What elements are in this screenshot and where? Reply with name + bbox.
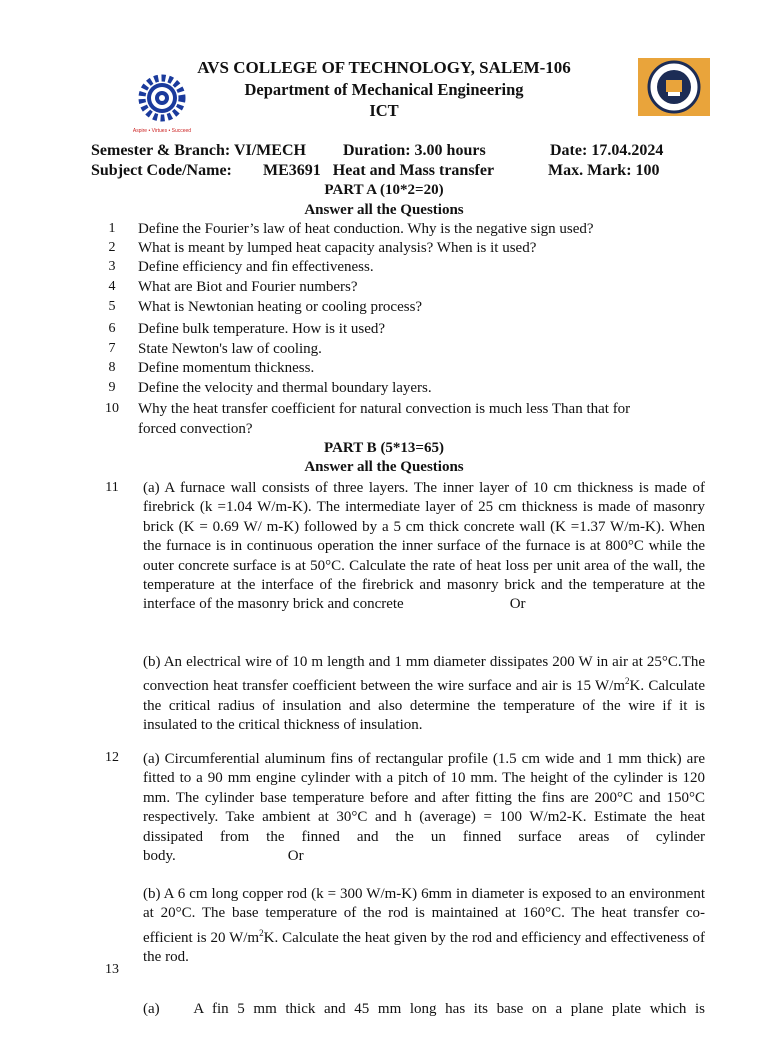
question-11a-text: (a) A furnace wall consists of three layers. The inner layer of 10 cm thickness is made of firebrick (k =1.04 W/m-K). The intermediate layer of 25 cm thickness is made of masonry brick (K = 0.69 W/ m-K) followed by a 5 cm thick concrete wall (K =1.37 W/m-K). When the furnace is in continuous operation the inner surface of the furnace is at 800°C while the outer concrete surface is at 50°C. Calculate the rate of heat loss per unit area of the wall, the temperature at the interface of the firebrick and masonry brick and the temperature at the interface of the masonry brick and concrete xyxy=(143,480,705,613)
question-number: 9 xyxy=(108,380,116,395)
question-number: 4 xyxy=(108,279,116,294)
question-12a-text: (a) Circumferential aluminum fins of rectangular profile (1.5 cm wide and 1 mm thick) are fitted to a 90 mm engine cylinder with a pitch of 10 mm. The height of the cylinder is 120 mm. The cylinder base temperature before and after fitting the fins are 200°C and 150°C respectively. Take ambient at 30°C and h (average) = 100 W/m2-K. Estimate the heat dissipated from the finned and the un finned surface areas of cylinder body. xyxy=(143,751,705,865)
or-label: Or xyxy=(287,848,304,865)
question-text: Define momentum thickness. xyxy=(138,360,315,376)
part-a-title: PART A (10*2=20) xyxy=(324,182,444,198)
question-text: Define bulk temperature. How is it used? xyxy=(138,321,386,337)
question-number: 7 xyxy=(108,341,116,356)
or-label: Or xyxy=(509,596,526,613)
exam-date: Date: 17.04.2024 xyxy=(550,142,664,159)
subject-label: Subject Code/Name: xyxy=(91,162,232,179)
question-number: 5 xyxy=(108,299,116,314)
superscript: 2 xyxy=(259,927,264,938)
question-number: 8 xyxy=(108,360,116,375)
question-text: What is meant by lumped heat capacity analysis? When is it used? xyxy=(138,240,537,256)
subject-code-name: ME3691 Heat and Mass transfer xyxy=(263,162,495,179)
duration: Duration: 3.00 hours xyxy=(343,142,486,159)
question-text-continued: forced convection? xyxy=(138,421,253,437)
exam-name: ICT xyxy=(369,101,399,120)
question-text: What is Newtonian heating or cooling process? xyxy=(138,299,423,315)
question-number: 6 xyxy=(108,321,116,336)
question-text: State Newton's law of cooling. xyxy=(138,341,322,357)
question-12b xyxy=(143,885,705,968)
question-number: 1 xyxy=(108,221,116,236)
question-11a xyxy=(143,479,705,615)
department-name: Department of Mechanical Engineering xyxy=(244,80,524,99)
superscript: 2 xyxy=(625,676,630,687)
question-text: What are Biot and Fourier numbers? xyxy=(138,279,358,295)
question-12b-text: (b) A 6 cm long copper rod (k = 300 W/m-K) 6mm in diameter is exposed to an environment at 20°C. The base temperature of the rod is maintained at 160°C. The heat transfer co-efficient is 20 W/m xyxy=(143,886,705,946)
logo-motto: Aspire • Virtues • Succeed xyxy=(132,128,192,134)
question-text: Define the Fourier’s law of heat conduction. Why is the negative sign used? xyxy=(138,221,594,237)
question-13a-text: (a) A fin 5 mm thick and 45 mm long has its base on a plane plate which is xyxy=(143,1000,705,1017)
question-11b-text-end: K. Calculate the critical radius of insulation and also determine the temperature of the wire if it is insulated to the critical thickness of insulation. xyxy=(143,678,705,734)
question-number: 3 xyxy=(108,259,116,274)
question-number: 2 xyxy=(108,240,116,255)
question-12b-text-end: K. Calculate the heat given by the rod and efficiency and effectiveness of the rod. xyxy=(143,929,706,966)
question-text: Define efficiency and fin effectiveness. xyxy=(138,259,374,275)
question-12a xyxy=(143,750,705,866)
question-11b-text: (b) An electrical wire of 10 m length and 1 mm diameter dissipates 200 W in air at 25°C.The convection heat transfer coefficient between the wire surface and air is 15 W/m xyxy=(143,654,705,695)
question-number: 13 xyxy=(105,962,119,977)
question-11b xyxy=(143,653,705,736)
part-a-instruction: Answer all the Questions xyxy=(304,202,464,218)
question-number: 10 xyxy=(105,401,119,416)
question-text: Define the velocity and thermal boundary layers. xyxy=(138,380,432,396)
part-b-title: PART B (5*13=65) xyxy=(324,440,444,456)
semester-branch: Semester & Branch: VI/MECH xyxy=(91,142,306,159)
college-name: AVS COLLEGE OF TECHNOLOGY, SALEM-106 xyxy=(197,58,571,77)
question-number: 12 xyxy=(105,750,119,765)
part-b-instruction: Answer all the Questions xyxy=(304,459,464,475)
max-mark: Max. Mark: 100 xyxy=(548,162,660,179)
question-text: Why the heat transfer coefficient for natural convection is much less Than that for xyxy=(138,401,631,417)
question-number: 11 xyxy=(105,480,119,495)
question-13a xyxy=(143,961,705,1039)
